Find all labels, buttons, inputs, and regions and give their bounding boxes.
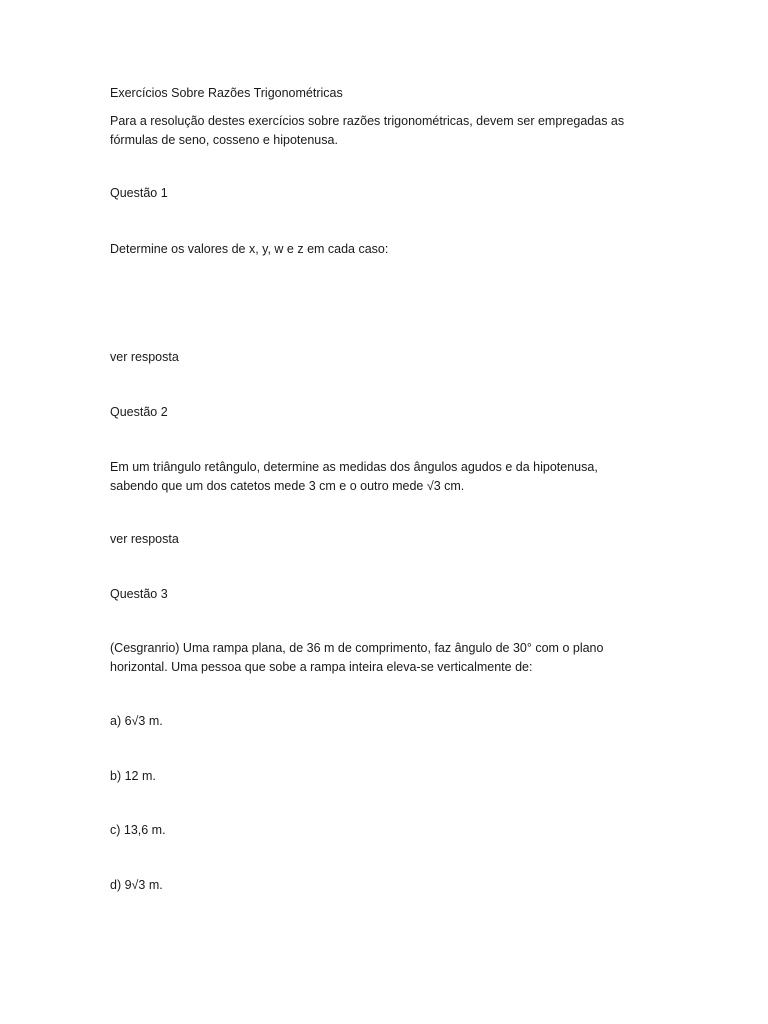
question-2-answer-link[interactable]: ver resposta <box>110 532 179 546</box>
question-3-option-d: d) 9√3 m. <box>110 878 163 892</box>
document-title: Exercícios Sobre Razões Trigonométricas <box>110 86 343 100</box>
question-3-option-b: b) 12 m. <box>110 769 156 783</box>
question-3-line-1: (Cesgranrio) Uma rampa plana, de 36 m de comprimento, faz ângulo de 30° com o plano <box>110 641 604 655</box>
question-3-heading: Questão 3 <box>110 587 168 601</box>
question-3-option-c: c) 13,6 m. <box>110 823 166 837</box>
question-1-answer-link[interactable]: ver resposta <box>110 350 179 364</box>
intro-paragraph <box>110 112 624 150</box>
intro-line-1: Para a resolução destes exercícios sobre razões trigonométricas, devem ser empregadas as <box>110 114 625 128</box>
question-3-option-a: a) 6√3 m. <box>110 714 163 728</box>
question-1-heading: Questão 1 <box>110 186 168 200</box>
intro-line-2: fórmulas de seno, cosseno e hipotenusa. <box>110 133 338 147</box>
question-3-text <box>110 639 603 677</box>
question-2-heading: Questão 2 <box>110 405 168 419</box>
question-3-line-2: horizontal. Uma pessoa que sobe a rampa inteira eleva-se verticalmente de: <box>110 660 533 674</box>
question-2-line-1: Em um triângulo retângulo, determine as medidas dos ângulos agudos e da hipotenusa, <box>110 460 598 474</box>
question-1-text: Determine os valores de x, y, w e z em cada caso: <box>110 242 389 256</box>
question-2-line-2: sabendo que um dos catetos mede 3 cm e o outro mede √3 cm. <box>110 479 465 493</box>
question-2-text <box>110 458 598 496</box>
